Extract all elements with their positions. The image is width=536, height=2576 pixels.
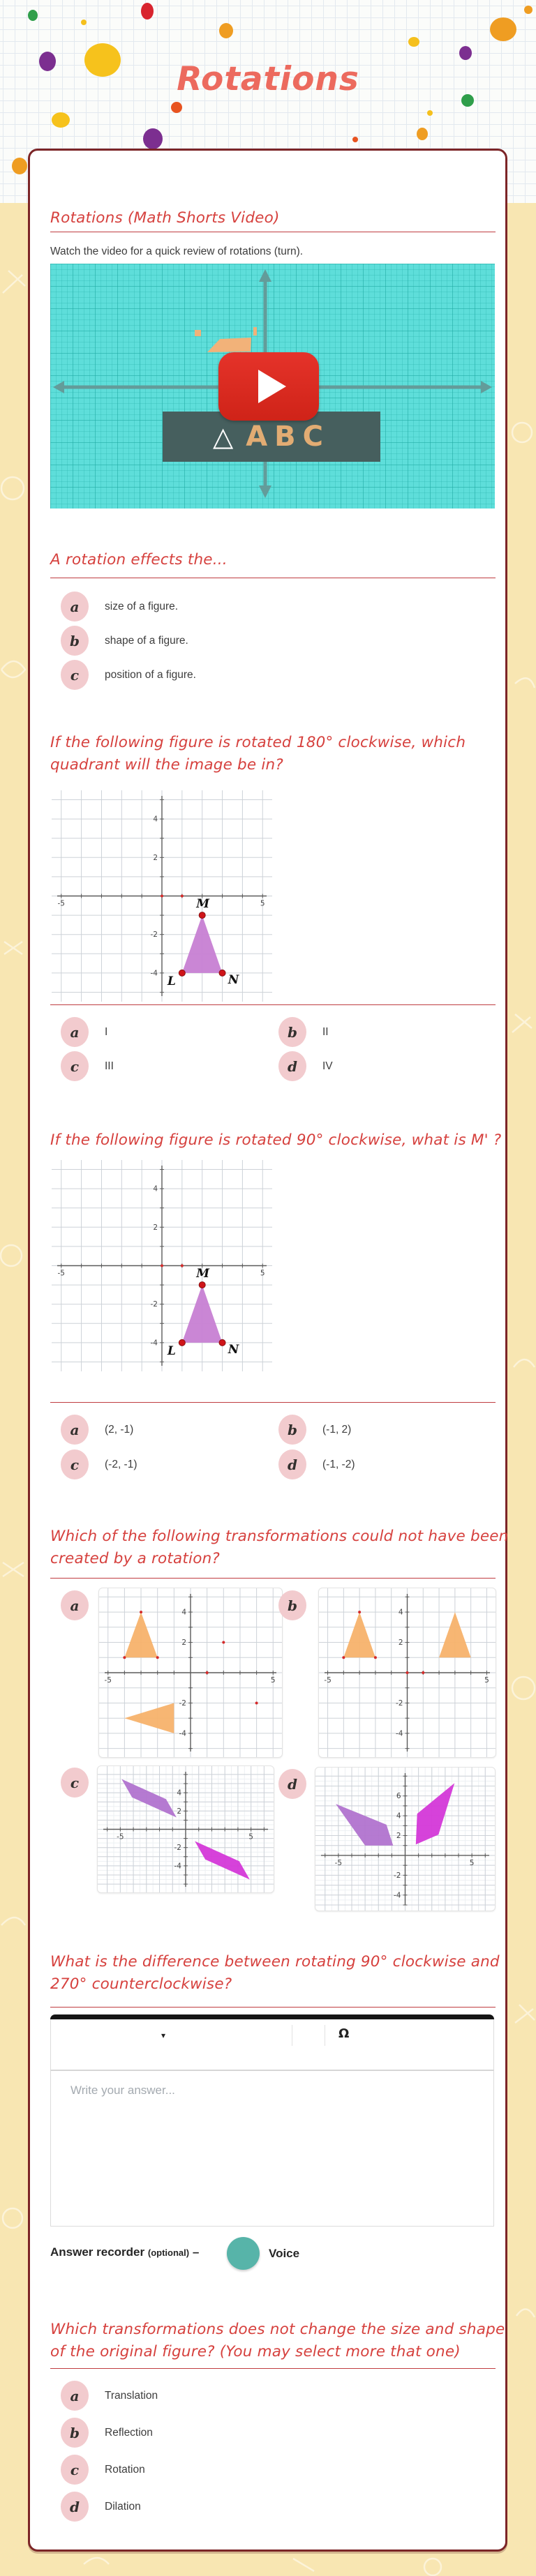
graph-option-d-reflection[interactable] (315, 1767, 496, 1911)
svg-text:5: 5 (270, 1676, 276, 1685)
option-badge-b[interactable]: b (61, 626, 89, 656)
option-badge-c[interactable]: c (61, 660, 89, 690)
graph-option-a-rotation[interactable] (98, 1588, 283, 1758)
svg-text:-2: -2 (150, 1300, 158, 1309)
video-player[interactable] (50, 264, 495, 509)
option-label[interactable]: Translation (105, 2390, 158, 2402)
option-badge-d[interactable]: d (278, 1449, 306, 1479)
question-title-not-rotation-line2: created by a rotation? (50, 1550, 221, 1567)
svg-text:-4: -4 (150, 1339, 158, 1348)
option-label[interactable]: (-2, -1) (105, 1459, 137, 1470)
graph-triangle-lmn-2 (52, 1160, 272, 1371)
option-badge-b[interactable]: b (278, 1017, 306, 1047)
option-label[interactable]: Rotation (105, 2464, 145, 2476)
special-character-button[interactable]: Ω (338, 2026, 350, 2041)
svg-text:L: L (167, 1343, 176, 1358)
abc-label: ABC (246, 421, 331, 453)
video-instruction: Watch the video for a quick review of rotations (turn). (50, 246, 304, 257)
editor-top-bar (50, 2014, 494, 2019)
graph-option-c-180-rotation[interactable] (97, 1765, 274, 1893)
option-badge-a[interactable]: a (61, 2381, 89, 2411)
svg-text:N: N (228, 1342, 239, 1357)
svg-text:5: 5 (260, 1269, 265, 1278)
svg-text:-5: -5 (324, 1676, 332, 1685)
question-underline (50, 1004, 496, 1005)
question-title-effects: A rotation effects the... (50, 551, 228, 568)
option-label[interactable]: III (105, 1060, 114, 1072)
option-label[interactable]: (2, -1) (105, 1424, 134, 1436)
option-badge-c[interactable]: c (61, 2455, 89, 2485)
svg-text:4: 4 (177, 1788, 181, 1798)
svg-text:4: 4 (396, 1812, 401, 1821)
option-badge-c[interactable]: c (61, 1449, 89, 1479)
svg-text:5: 5 (260, 899, 265, 908)
play-icon (258, 370, 286, 403)
question-title-not-rotation: Which of the following transformations could not have been (50, 1528, 509, 1545)
option-badge-b[interactable]: b (61, 2418, 89, 2448)
svg-text:4: 4 (153, 815, 158, 824)
svg-text:-4: -4 (174, 1862, 181, 1871)
question-title-size-shape: Which transformations does not change the size and shape (50, 2321, 505, 2338)
question-title-quadrant-line2: quadrant will the image be in? (50, 756, 283, 774)
option-badge-b[interactable]: b (278, 1415, 306, 1445)
svg-text:M: M (196, 897, 210, 912)
question-title-difference-line2: 270° counterclockwise? (50, 1975, 232, 1993)
play-button[interactable] (218, 352, 319, 421)
option-label[interactable]: Reflection (105, 2427, 153, 2439)
question-title-difference: What is the difference between rotating 90° clockwise and (50, 1953, 500, 1971)
svg-text:-2: -2 (179, 1698, 186, 1708)
graph-triangle-lmn (52, 790, 272, 1002)
question-underline (50, 2007, 496, 2008)
svg-text:5: 5 (484, 1676, 489, 1685)
option-badge-d[interactable]: d (278, 1051, 306, 1081)
question-underline (50, 1578, 496, 1579)
svg-text:-4: -4 (396, 1729, 403, 1738)
page-title: Rotations (177, 60, 359, 98)
question-underline (50, 1402, 496, 1403)
question-title-quadrant: If the following figure is rotated 180° clockwise, which (50, 734, 466, 751)
option-label[interactable]: IV (322, 1060, 333, 1072)
option-badge-d[interactable]: d (278, 1769, 306, 1799)
answer-recorder-label: Answer recorder (optional) – (50, 2245, 200, 2259)
option-label[interactable]: (-1, -2) (322, 1459, 355, 1470)
option-badge-c[interactable]: c (61, 1051, 89, 1081)
voice-record-button[interactable] (227, 2237, 260, 2270)
worksheet-card (28, 149, 507, 2552)
option-badge-b[interactable]: b (278, 1590, 306, 1620)
svg-text:-2: -2 (174, 1844, 181, 1853)
answer-textarea[interactable]: Write your answer... (50, 2071, 494, 2227)
svg-text:-5: -5 (117, 1832, 124, 1841)
svg-text:-2: -2 (394, 1871, 401, 1880)
editor-toolbar (50, 2019, 494, 2071)
option-label[interactable]: shape of a figure. (105, 635, 188, 647)
option-label[interactable]: (-1, 2) (322, 1424, 352, 1436)
svg-text:2: 2 (153, 853, 158, 862)
svg-text:M: M (196, 1267, 210, 1281)
svg-text:5: 5 (469, 1858, 475, 1867)
svg-text:2: 2 (398, 1639, 403, 1648)
svg-text:N: N (228, 972, 239, 987)
option-label[interactable]: I (105, 1026, 108, 1038)
svg-text:-4: -4 (150, 969, 158, 978)
option-badge-a[interactable]: a (61, 1017, 89, 1047)
option-badge-d[interactable]: d (61, 2492, 89, 2522)
question-title-m-prime: If the following figure is rotated 90° clockwise, what is M' ? (50, 1131, 502, 1149)
option-badge-c[interactable]: c (61, 1768, 89, 1798)
question-title-video: Rotations (Math Shorts Video) (50, 209, 280, 227)
svg-text:2: 2 (396, 1832, 401, 1841)
triangle-glyph: △ (212, 421, 234, 452)
option-label[interactable]: II (322, 1026, 329, 1038)
svg-text:-4: -4 (179, 1729, 186, 1738)
svg-text:2: 2 (153, 1223, 158, 1232)
svg-text:4: 4 (153, 1184, 158, 1193)
svg-text:-5: -5 (57, 1269, 66, 1278)
svg-text:-5: -5 (334, 1858, 343, 1867)
text-format-dropdown[interactable]: ▾ (161, 2031, 166, 2040)
svg-text:5: 5 (248, 1832, 253, 1841)
question-underline (50, 2368, 496, 2369)
option-badge-a[interactable]: a (61, 592, 89, 622)
svg-text:-5: -5 (57, 899, 66, 908)
svg-text:6: 6 (396, 1792, 401, 1801)
voice-label: Voice (269, 2247, 300, 2260)
option-label[interactable]: Dilation (105, 2501, 141, 2513)
svg-text:L: L (167, 974, 176, 988)
svg-text:4: 4 (181, 1608, 186, 1617)
svg-text:-2: -2 (150, 931, 158, 940)
option-label[interactable]: size of a figure. (105, 601, 179, 612)
svg-text:-2: -2 (396, 1698, 403, 1708)
svg-text:2: 2 (181, 1639, 186, 1648)
svg-text:2: 2 (177, 1807, 181, 1816)
question-title-size-shape-line2: of the original figure? (You may select more that one) (50, 2343, 461, 2360)
svg-text:-5: -5 (104, 1676, 112, 1685)
rich-text-editor (50, 2014, 494, 2227)
option-label[interactable]: position of a figure. (105, 669, 196, 681)
option-badge-a[interactable]: a (61, 1590, 89, 1620)
svg-text:-4: -4 (394, 1891, 401, 1900)
graph-option-b-translation[interactable] (318, 1588, 496, 1758)
svg-text:4: 4 (398, 1608, 403, 1617)
option-badge-a[interactable]: a (61, 1415, 89, 1445)
